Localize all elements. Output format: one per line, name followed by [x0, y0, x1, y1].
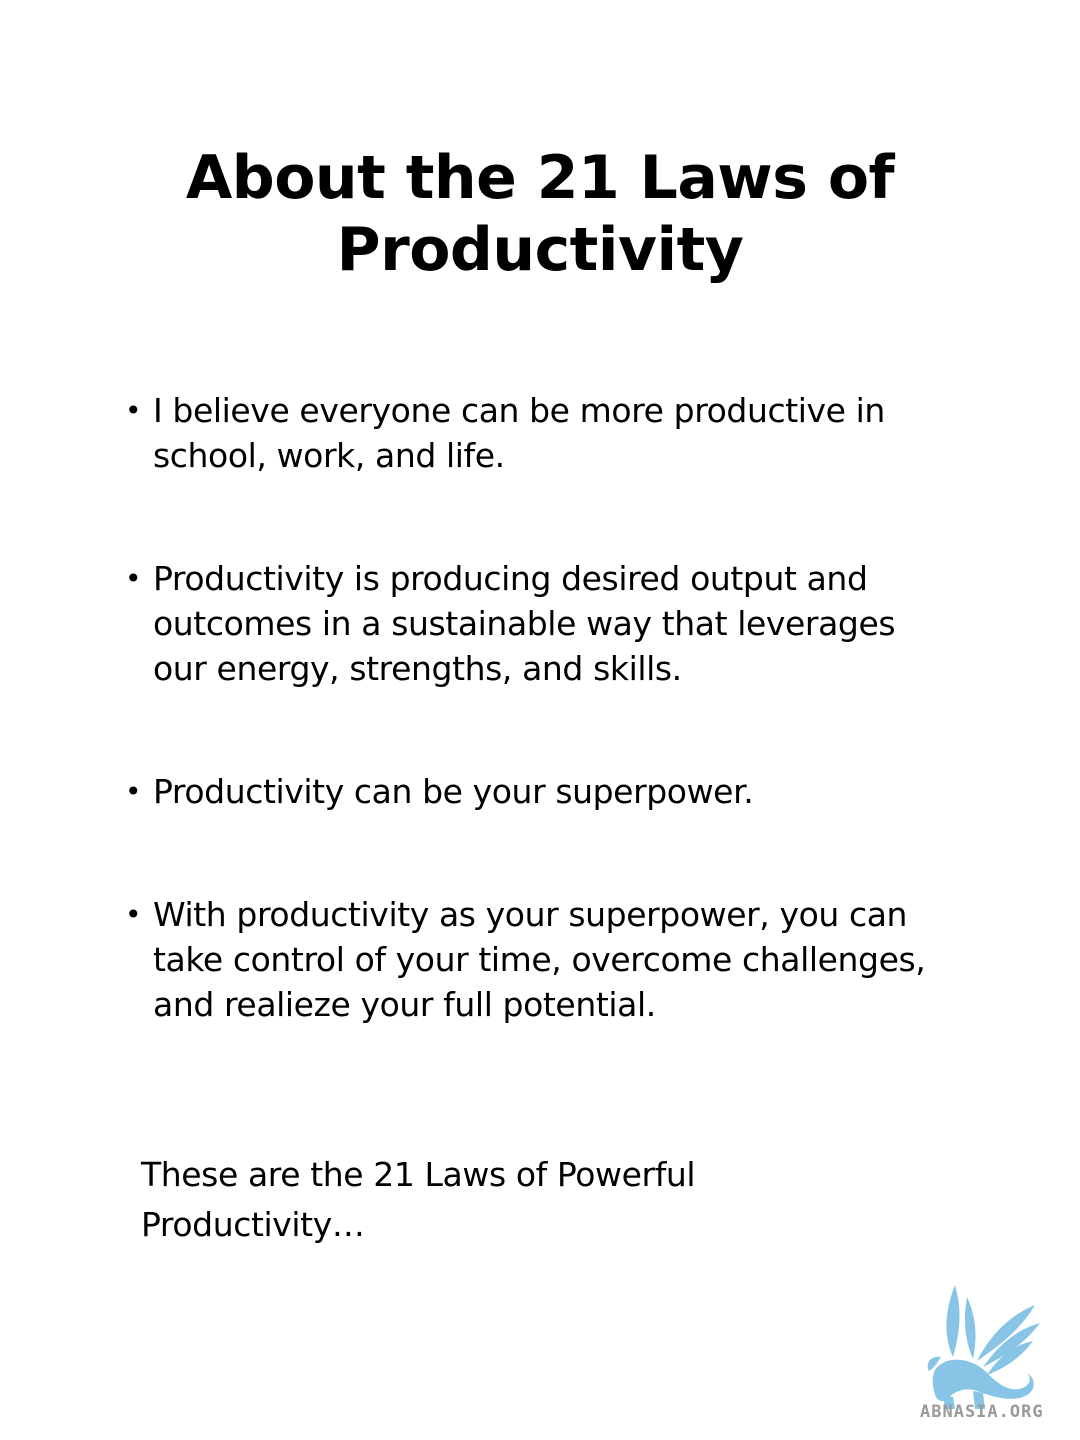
bullet-dot: •: [125, 394, 142, 427]
bullet-item: [125, 892, 955, 1027]
bullet-item: [125, 769, 955, 814]
title-line-2: Productivity: [336, 215, 744, 285]
bullet-item: [125, 388, 955, 478]
bullet-text: I believe everyone can be more productive in school, work, and life.: [153, 391, 885, 475]
bullet-text: With productivity as your superpower, you can take control of your time, overcome challenges, and realieze your full potential.: [153, 895, 926, 1024]
bullet-dot: •: [125, 775, 142, 808]
page-title: [0, 142, 1080, 286]
closing-text: These are the 21 Laws of Powerful Productivity…: [141, 1155, 696, 1244]
bullet-dot: •: [125, 898, 142, 931]
title-line-1: About the 21 Laws of: [185, 143, 895, 213]
bullet-text: Productivity can be your superpower.: [153, 772, 754, 811]
bullet-item: [125, 556, 955, 691]
bullet-text: Productivity is producing desired output and outcomes in a sustainable way that leverages our energy, strengths, and skills.: [153, 559, 896, 688]
watermark-text: ABNASIA.ORG: [920, 1402, 1044, 1422]
bullet-list: [125, 388, 955, 1027]
bullet-dot: •: [125, 562, 142, 595]
